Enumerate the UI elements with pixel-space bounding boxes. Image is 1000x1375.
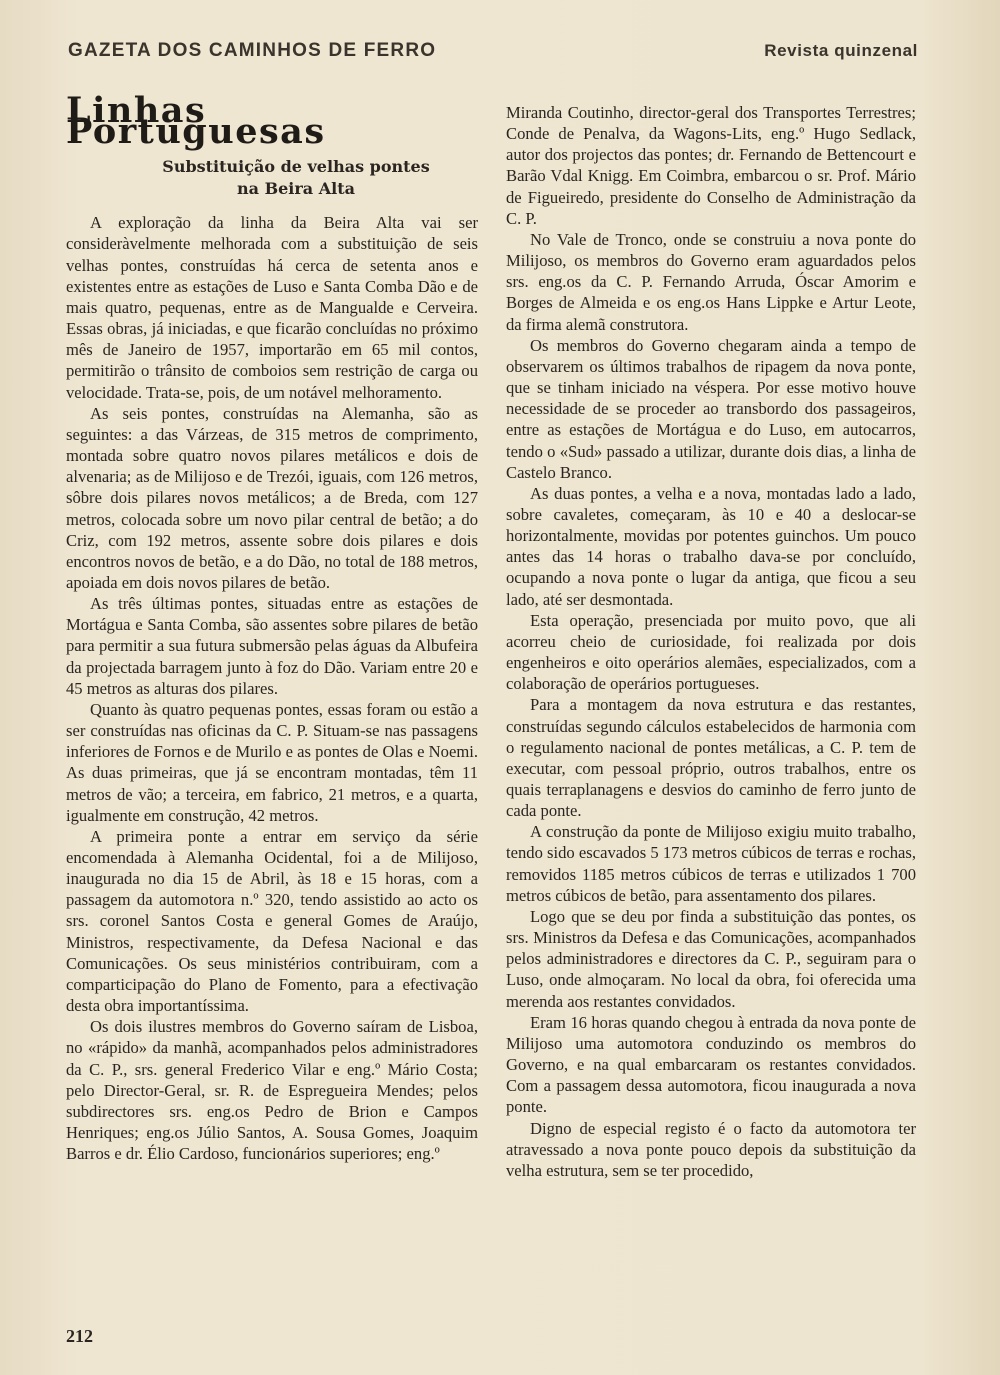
article-title: Linhas Portuguesas — [66, 90, 326, 153]
paragraph: A primeira ponte a entrar em serviço da série encomendada à Alemanha Ocidental, foi a de Milijoso, inaugurada no dia 15 de Abril, às 18 e 15 horas, com a passagem da automotora n.º 320, tendo assistido ao acto os srs. coronel Santos Costa e general Gomes de Araújo, Ministros, respectivamente, da Defesa Nacional e das Comunicações. Os seus ministérios contribuiram, com a comparticipação do Plano de Fomento, para a efectivação desta obra importantíssima. — [66, 826, 478, 1016]
paragraph: Eram 16 horas quando chegou à entrada da nova ponte de Milijoso uma automotora conduzindo os membros do Governo, e na qual embarcaram os restantes convidados. Com a passagem dessa automotora, ficou inaugurada a nova ponte. — [506, 1012, 916, 1117]
article-subtitle — [114, 156, 478, 200]
page-number: 212 — [66, 1326, 93, 1346]
subtitle-line-2: na Beira Alta — [237, 179, 355, 199]
paragraph: Digno de especial registo é o facto da automotora ter atravessado a nova ponte pouco depois da substituição da velha estrutura, sem se ter procedido, — [506, 1118, 916, 1180]
paragraph: As três últimas pontes, situadas entre as estações de Mortágua e Santa Comba, são assentes sobre pilares de betão para permitir a sua futura submersão pelas águas da Albufeira da projectada barragem junto à foz do Dão. Variam entre 20 e 45 metros as alturas dos pilares. — [66, 594, 478, 698]
running-header — [68, 40, 918, 62]
paragraph: Quanto às quatro pequenas pontes, essas foram ou estão a ser construídas nas oficinas da C. P. Situam-se nas passagens inferiores de Fornos e de Murilo e as pontes de Olas e Noemi. As duas primeiras, que já se encontram montadas, têm 11 metros de vão; a terceira, em fabrico, 21 metros, e a quarta, igualmente em construção, 42 metros. — [66, 699, 478, 825]
paragraph: Esta operação, presenciada por muito povo, que ali acorreu cheio de curiosidade, foi realizada por dois engenheiros e oito operários alemães, especializados, com a colaboração de operários portugueses. — [506, 610, 916, 694]
right-column — [506, 102, 916, 1181]
paragraph: A construção da ponte de Milijoso exigiu muito trabalho, tendo sido escavados 5 173 metros cúbicos de terras e rochas, removidos 1185 metros cúbicos de terras e utilizados 1 700 metros cúbicos de betão, para assentamento dos pilares. — [506, 822, 916, 905]
paragraph: As seis pontes, construídas na Alemanha, são as seguintes: a das Várzeas, de 315 metros de comprimento, montada sobre quatro novos pilares metálicos e dois de alvenaria; as de Milijoso e de Trezói, iguais, com 126 metros, sôbre dois pilares novos metálicos; a de Breda, com 127 metros, colocada sobre um novo pilar central de betão; a do Criz, com 192 metros, assente sobre dois pilares e dois encontros novos de betão, e a do Dão, no total de 188 metros, apoiada em dois novos pilares de betão. — [66, 403, 478, 592]
publication-frequency: Revista quinzenal — [764, 41, 918, 60]
paragraph: As duas pontes, a velha e a nova, montadas lado a lado, sobre cavaletes, começaram, às 10 e 40 a deslocar-se horizontalmente, movidas por potentes guinchos. Um pouco antes das 14 horas o trabalho dava-se por concluído, ocupando a nova ponte o lugar da antiga, que ficou a seu lado, até ser desmontada. — [506, 483, 916, 609]
paragraph: Os dois ilustres membros do Governo saíram de Lisboa, no «rápido» da manhã, acompanhados pelos administradores da C. P., srs. general Frederico Vilar e eng.º Mário Costa; pelo Director-Geral, sr. R. de Espregueira Mendes; pelos subdirectores srs. eng.os Pedro de Brion e Campos Henriques; eng.os Júlio Santos, A. Sousa Gomes, Joaquim Barros e dr. Élio Cardoso, funcionários superiores; eng.º — [66, 1017, 478, 1164]
paragraph: No Vale de Tronco, onde se construiu a nova ponte do Milijoso, os membros do Governo eram aguardados pelos srs. eng.os da C. P. Fernando Arruda, Óscar Amorim e Borges de Almeida e os eng.os Hans Lippke e Artur Leote, da firma alemã construtora. — [506, 229, 916, 334]
subtitle-line-1: Substituição de velhas pontes — [162, 157, 430, 177]
paragraph-continued: Miranda Coutinho, director-geral dos Transportes Terrestres; Conde de Penalva, da Wagons-Lits, eng.º Hugo Sedlack, autor dos projectos das pontes; dr. Fernando de Bettencourt e Barão Vdal Knigg. Em Coimbra, embarcou o sr. Prof. Mário de Figueiredo, presidente do Conselho de Administração da C. P. — [506, 103, 916, 228]
paragraph: Os membros do Governo chegaram ainda a tempo de observarem os últimos trabalhos de ripagem da nova ponte, que se tinham iniciado na véspera. Por esse motivo houve necessidade de se proceder ao transbordo dos passageiros, entre as estações de Mortágua e do Luso, em autocarros, tendo o «Sud» passado a utilizar, durante dois dias, a linha de Castelo Branco. — [506, 335, 916, 482]
paragraph: A exploração da linha da Beira Alta vai ser consideràvelmente melhorada com a substituição de seis velhas pontes, construídas há cerca de setenta anos e existentes entre as estações de Luso e Santa Comba Dão e de mais quatro, pequenas, entre as de Mangualde e Cerveira. Essas obras, já iniciadas, e que ficarão concluídas no próximo mês de Janeiro de 1957, importarão em 65 mil contos, permitirão o trânsito de comboios sem restrição de carga ou velocidade. Trata-se, pois, de um notável melhoramento. — [66, 213, 478, 402]
paragraph: Para a montagem da nova estrutura e das restantes, construídas segundo cálculos estabelecidos de harmonia com o regulamento nacional de pontes metálicas, a C. P. tem de executar, com pessoal próprio, outros trabalhos, entre os quais terraplanagens e desvios do caminho de ferro junto de cada ponte. — [506, 695, 916, 821]
left-column — [66, 90, 478, 1164]
publication-name: GAZETA DOS CAMINHOS DE FERRO — [68, 40, 437, 61]
paragraph: Logo que se deu por finda a substituição das pontes, os srs. Ministros da Defesa e das Comunicações, acompanhados pelos administradores e directores da C. P., seguiram para o Luso, onde almoçaram. No local da obra, foi oferecida uma merenda aos restantes convidados. — [506, 906, 916, 1011]
